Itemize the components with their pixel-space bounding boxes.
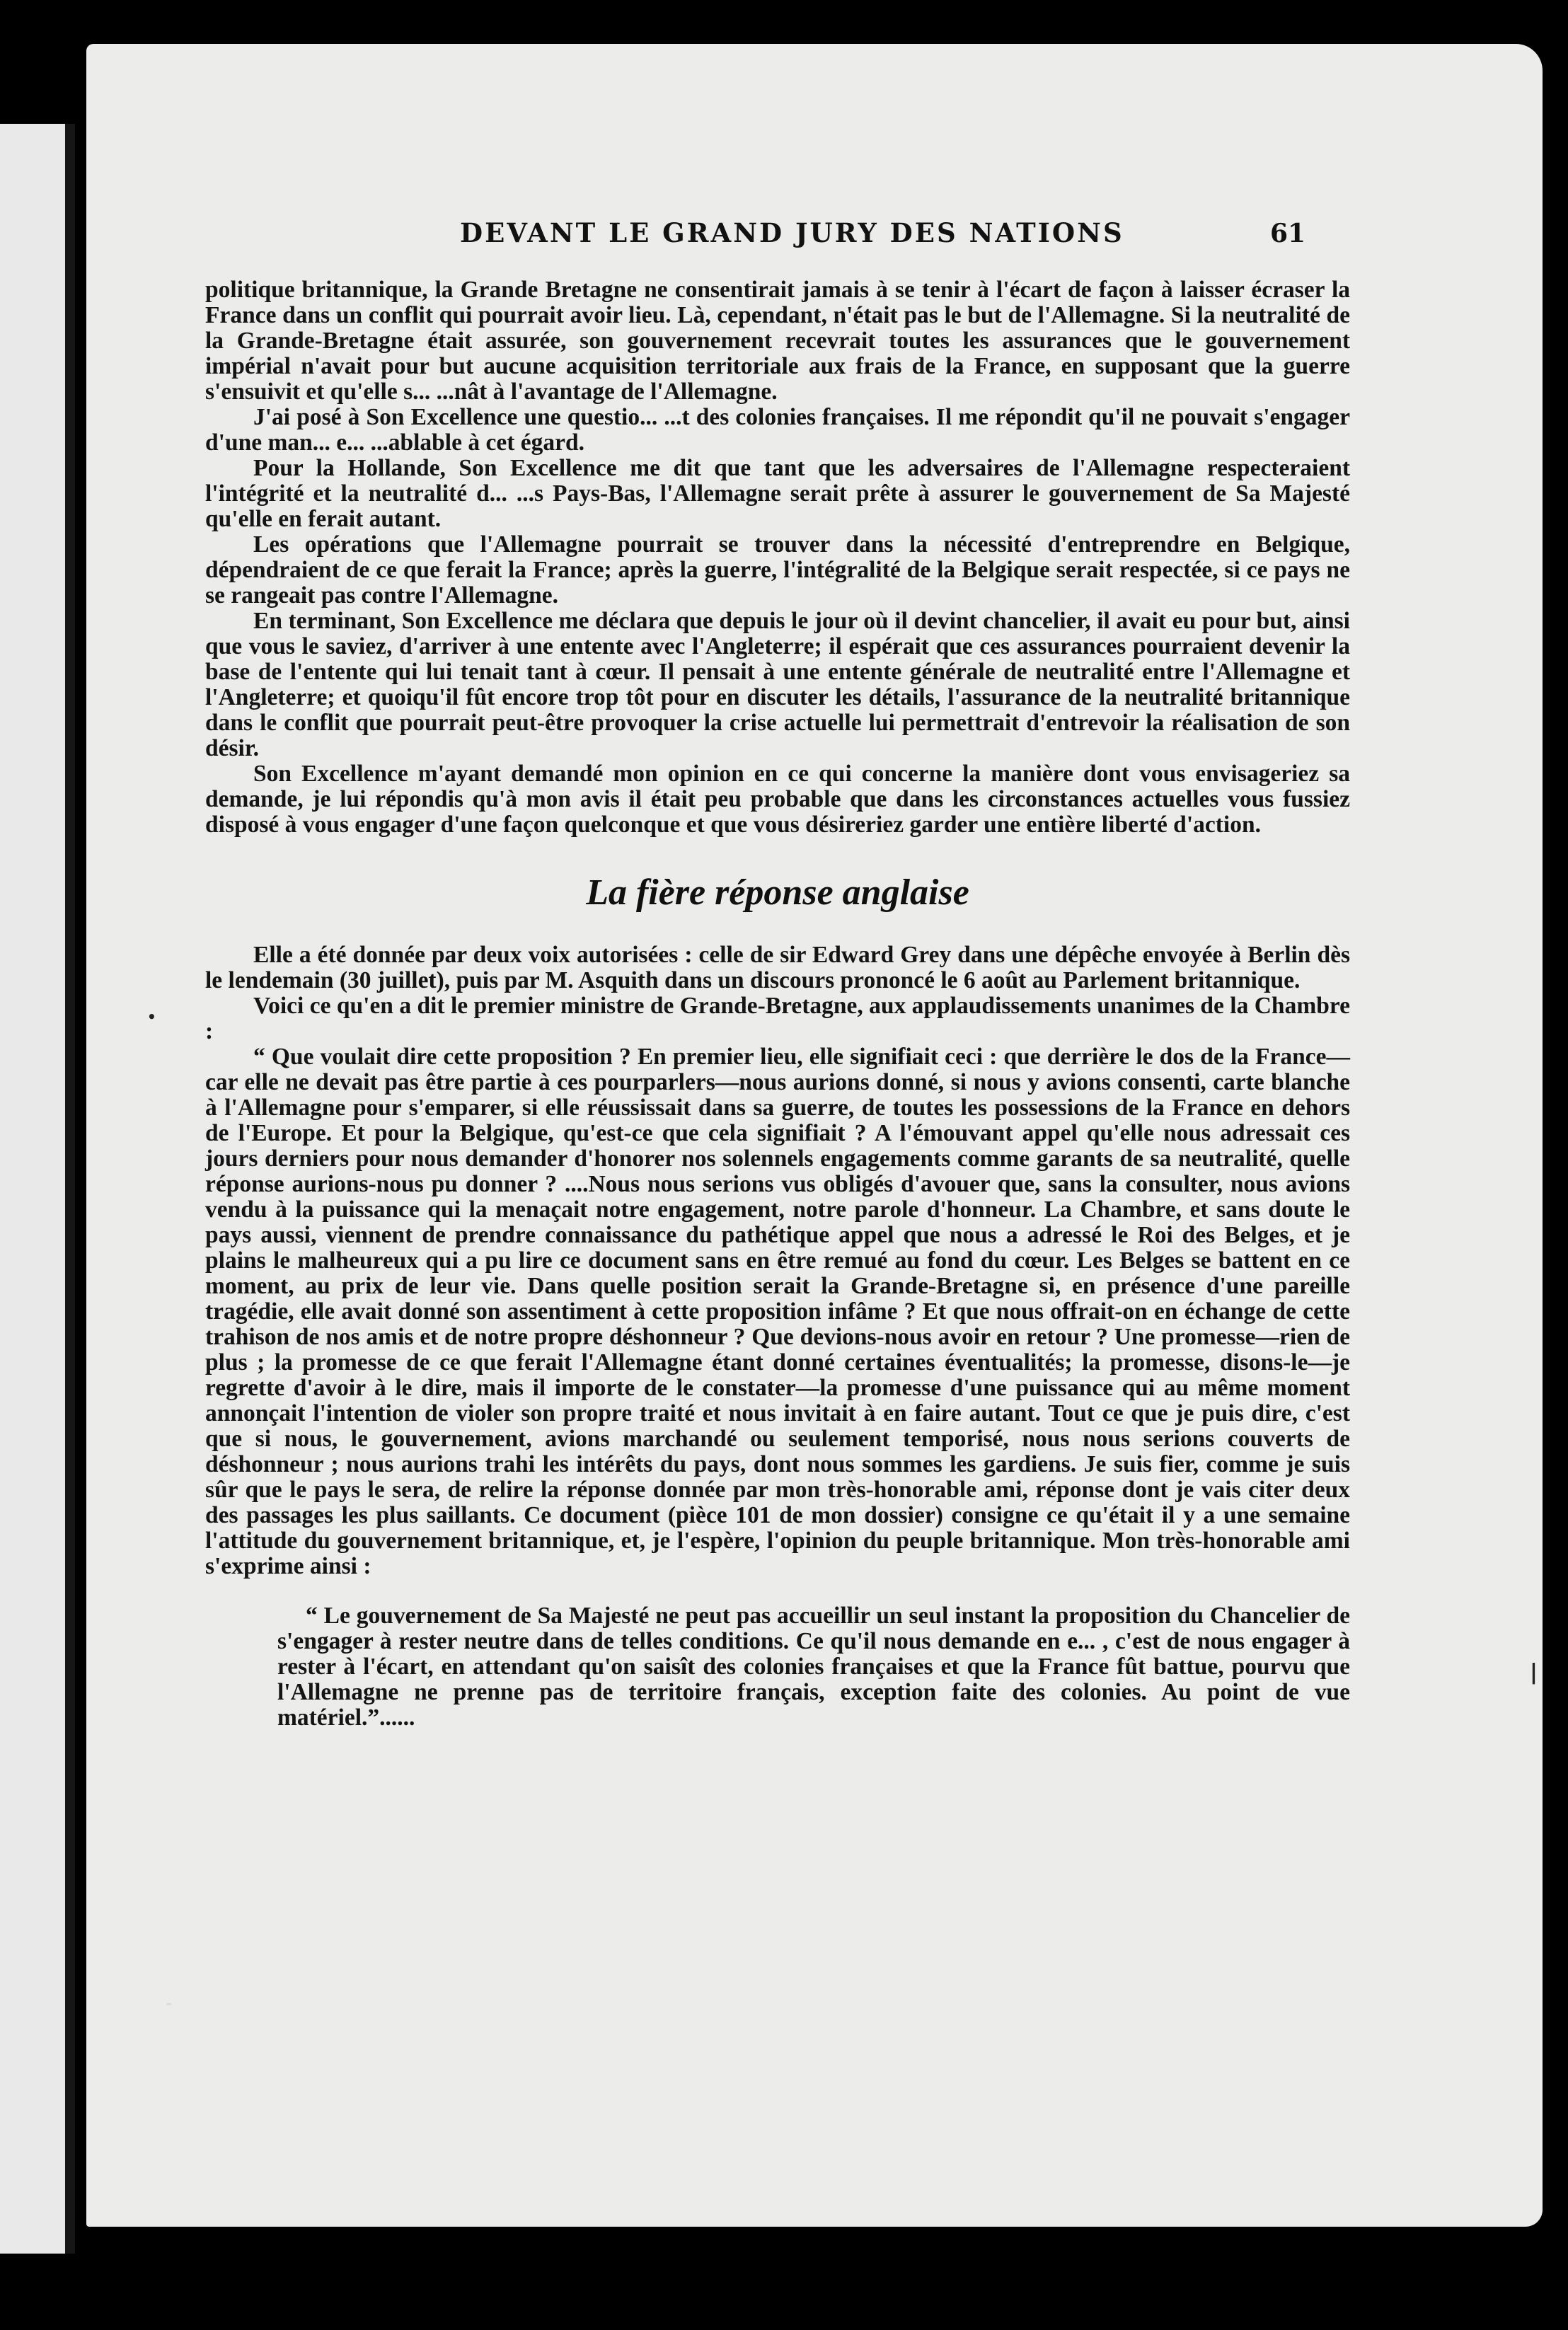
page-number: 61	[1270, 219, 1306, 248]
paragraph: “ Que voulait dire cette proposition ? En premier lieu, elle signifiait ceci : que derrière le dos de la France—car elle ne devait pas être partie à ces pourparlers—nous aurions donné, si nous y avions consenti, carte blanche à l'Allemagne pour s'emparer, si elle réussissait dans sa guerre, de toutes les possessions de la France en dehors de l'Europe. Et pour la Belgique, qu'est-ce que cela signifiait ? A l'émouvant appel qu'elle nous adressait ces jours derniers pour nous demander d'honorer nos solennels engagements comme garants de sa neutralité, quelle réponse aurions-nous pu donner ? ....Nous nous serions vus obligés d'avouer que, sans la consulter, nous avions vendu à la puissance qui la menaçait notre engagement, notre parole d'honneur. La Chambre, et sans doute le pays aussi, viennent de prendre connaissance du pathétique appel que nous a adressé le Roi des Belges, et je plains le malheureux qui a pu lire ce document sans en être remué au fond du cœur. Les Belges se battent en ce moment, au prix de leur vie. Dans quelle position serait la Grande-Bretagne si, en présence d'une pareille tragédie, elle avait donné son assentiment à cette proposition infâme ? Et que nous offrait-on en échange de cette trahison de nos amis et de notre propre déshonneur ? Que devions-nous avoir en retour ? Une promesse—rien de plus ; la promesse de ce que ferait l'Allemagne étant donné certaines éventualités; la promesse, disons-le—je regrette d'avoir à le dire, mais il importe de le constater—la promesse d'une puissance qui au même moment annonçait l'intention de violer son propre traité et nous invitait à en faire autant. Tout ce que je puis dire, c'est que si nous, le gouvernement, avions marchandé ou seulement temporisé, nous nous serions couverts de déshonneur ; nous aurions trahi les intérêts du pays, dont nous sommes les gardiens. Je suis fier, comme je suis sûr que le pays le sera, de relire la réponse donnée par mon très-honorable ami, réponse dont je vais citer deux des passages les plus saillants. Ce document (pièce 101 de mon dossier) consigne ce qu'était il y a une semaine l'attitude du gouvernement britannique, et, je l'espère, l'opinion du peuple britannique. Mon très-honorable ami s'exprime ainsi :	[205, 1044, 1350, 1579]
paragraph: J'ai posé à Son Excellence une questio... ...t des colonies françaises. Il me répondit qu'il ne pouvait s'engager d'une man... e... ...ablable à cet égard.	[205, 404, 1350, 456]
running-head: DEVANT LE GRAND JURY DES NATIONS	[460, 217, 1124, 248]
facing-page-edge	[0, 124, 65, 2254]
page-body	[205, 277, 1350, 1731]
book-page	[86, 44, 1543, 2227]
block-quote	[277, 1603, 1350, 1731]
paragraph: En terminant, Son Excellence me déclara que depuis le jour où il devint chancelier, il avait eu pour but, ainsi que vous le saviez, d'arriver à une entente avec l'Angleterre; il espérait que ces assurances pourraient devenir la base de l'entente qui lui tenait tant à cœur. Il pensait à une entente générale de neutralité entre l'Allemagne et l'Angleterre; et quoiqu'il fût encore trop tôt pour en discuter les détails, l'assurance de la neutralité britannique dans le conflit que pourrait peut-être provoquer la crise actuelle lui permettrait d'entrevoir la réalisation de son désir.	[205, 608, 1350, 761]
paragraph: Les opérations que l'Allemagne pourrait se trouver dans la nécessité d'entreprendre en Belgique, dépendraient de ce que ferait la France; après la guerre, l'intégralité de la Belgique serait respectée, si ce pays ne se rangeait pas contre l'Allemagne.	[205, 531, 1350, 609]
scan-speck: -	[166, 1995, 173, 2013]
paragraph: politique britannique, la Grande Bretagne ne consentirait jamais à se tenir à l'écart de façon à laisser écraser la France dans un conflit qui pourrait avoir lieu. Là, cependant, n'était pas le but de l'Allemagne. Si la neutralité de la Grande-Bretagne était assurée, son gouvernement recevrait toutes les assurances que le gouvernement impérial n'avait pour but aucune acquisition territoriale aux frais de la France, en supposant que la guerre s'ensuivit et qu'elle s... ...nât à l'avantage de l'Allemagne.	[205, 277, 1350, 405]
section-heading: La fière réponse anglaise	[586, 872, 969, 913]
paragraph: Son Excellence m'ayant demandé mon opinion en ce qui concerne la manière dont vous envisageriez sa demande, je lui répondis qu'à mon avis il était peu probable que dans les circonstances actuelles vous fussiez disposé à vous engager d'une façon quelconque et que vous désireriez garder une entière liberté d'action.	[205, 761, 1350, 838]
margin-tick: |	[1530, 1660, 1538, 1685]
quote-paragraph: “ Le gouvernement de Sa Majesté ne peut pas accueillir un seul instant la proposition du Chancelier de s'engager à rester neutre dans de telles conditions. Ce qu'il nous demande en e... , c'est de nous engager à rester à l'écart, en attendant qu'on saisît des colonies françaises et que la France fût battue, pourvu que l'Allemagne ne prenne pas de territoire français, exception faite des colonies. Au point de vue matériel.”......	[277, 1603, 1350, 1731]
page-header	[86, 217, 1543, 260]
paragraph: Voici ce qu'en a dit le premier ministre de Grande-Bretagne, aux applaudissements unanimes de la Chambre :	[205, 993, 1350, 1044]
book-gutter	[65, 124, 75, 2254]
paragraph: Elle a été donnée par deux voix autorisées : celle de sir Edward Grey dans une dépêche envoyée à Berlin dès le lendemain (30 juillet), puis par M. Asquith dans un discours prononcé le 6 août au Parlement britannique.	[205, 942, 1350, 993]
paragraph: Pour la Hollande, Son Excellence me dit que tant que les adversaires de l'Allemagne respecteraient l'intégrité et la neutralité d... ...s Pays-Bas, l'Allemagne serait prête à assurer le gouvernement de Sa Majesté qu'elle en ferait autant.	[205, 455, 1350, 532]
margin-dot: •	[147, 1008, 156, 1025]
